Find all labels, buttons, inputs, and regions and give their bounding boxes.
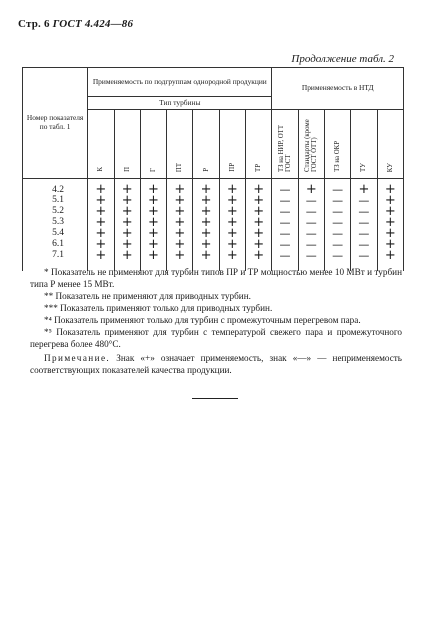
not-applicable-mark: — (324, 239, 350, 250)
footnotes (30, 266, 402, 350)
turbine-type-col-3 (167, 110, 193, 179)
applicable-mark: + (167, 217, 193, 228)
applicable-mark: + (140, 228, 166, 239)
turbine-type-col-0 (88, 110, 114, 179)
table-body (23, 178, 404, 271)
not-applicable-mark: — (298, 239, 324, 250)
applicable-mark: + (88, 206, 114, 217)
applicable-mark: + (377, 178, 403, 195)
turbine-type-col-1 (114, 110, 140, 179)
not-applicable-mark: — (324, 228, 350, 239)
ntd-col-2 (324, 110, 350, 179)
footnote-1: * Показатель не применяют для турбин типов ПР и ТР мощностью менее 10 МВт и турбин типа Р менее 15 МВт. (30, 267, 402, 289)
applicable-mark: + (219, 178, 245, 195)
applicable-mark: + (219, 217, 245, 228)
not-applicable-mark: — (351, 239, 377, 250)
applicable-mark: + (246, 217, 272, 228)
applicable-mark: + (88, 195, 114, 206)
indicator-number: 4.2 (23, 178, 88, 195)
turbine-type-label: П (123, 167, 131, 172)
applicable-mark: + (167, 250, 193, 271)
applicable-mark: + (88, 178, 114, 195)
page-number: Стр. 6 (18, 18, 50, 30)
not-applicable-mark: — (351, 195, 377, 206)
not-applicable-mark: — (272, 250, 298, 271)
applicable-mark: + (193, 250, 219, 271)
applicable-mark: + (167, 228, 193, 239)
not-applicable-mark: — (298, 228, 324, 239)
applicable-mark: + (219, 239, 245, 250)
applicable-mark: + (193, 195, 219, 206)
applicable-mark: + (219, 195, 245, 206)
applicable-mark: + (219, 250, 245, 271)
footnote-2: ** Показатель не применяют для приводных турбин. (44, 291, 251, 301)
turbine-type-header: Тип турбины (88, 97, 272, 110)
applicable-mark: + (377, 195, 403, 206)
applicable-mark: + (114, 250, 140, 271)
turbine-type-label: ПР (228, 163, 236, 172)
applicable-mark: + (377, 239, 403, 250)
note-label: Примечание. (44, 353, 111, 363)
table-row (23, 178, 404, 195)
applicable-mark: + (167, 195, 193, 206)
not-applicable-mark: — (298, 250, 324, 271)
table-row (23, 239, 404, 250)
applicable-mark: + (114, 206, 140, 217)
applicable-mark: + (246, 228, 272, 239)
not-applicable-mark: — (272, 195, 298, 206)
applicable-mark: + (246, 178, 272, 195)
ntd-col-4 (377, 110, 403, 179)
not-applicable-mark: — (298, 217, 324, 228)
indicator-number: 6.1 (23, 239, 88, 250)
applicability-table (22, 67, 404, 271)
ntd-col-3 (351, 110, 377, 179)
note-paragraph (30, 352, 402, 376)
not-applicable-mark: — (272, 217, 298, 228)
not-applicable-mark: — (324, 195, 350, 206)
standard-code: ГОСТ 4.424—86 (52, 18, 134, 30)
not-applicable-mark: — (298, 206, 324, 217)
applicable-mark: + (140, 250, 166, 271)
applicable-mark: + (88, 239, 114, 250)
applicable-mark: + (377, 228, 403, 239)
turbine-type-label: Г (149, 168, 157, 172)
table-row (23, 228, 404, 239)
table-continuation-label (291, 53, 394, 65)
not-applicable-mark: — (324, 178, 350, 195)
applicable-mark: + (114, 195, 140, 206)
applicable-mark: + (246, 206, 272, 217)
indicator-number: 7.1 (23, 250, 88, 271)
applicable-mark: + (351, 178, 377, 195)
footnote-3: *** Показатель применяют только для приводных турбин. (44, 303, 273, 313)
applicable-mark: + (219, 228, 245, 239)
turbine-type-col-2 (140, 110, 166, 179)
table-row (23, 206, 404, 217)
table-row (23, 195, 404, 206)
not-applicable-mark: — (324, 217, 350, 228)
footnote-4: *⁴ Показатель применяют только для турбин с промежуточным перегревом пара. (44, 315, 361, 325)
not-applicable-mark: — (324, 250, 350, 271)
applicable-mark: + (193, 178, 219, 195)
applicable-mark: + (114, 178, 140, 195)
not-applicable-mark: — (272, 178, 298, 195)
not-applicable-mark: — (351, 228, 377, 239)
applicable-mark: + (298, 178, 324, 195)
applicable-mark: + (246, 195, 272, 206)
footnote-5: *⁵ Показатель применяют для турбин с температурой свежего пара и промежуточного перегрева более 480°С. (30, 327, 402, 349)
indicator-number-header: Номер показателя по табл. 1 (23, 68, 88, 179)
applicable-mark: + (140, 239, 166, 250)
table-row (23, 217, 404, 228)
continuation-text: Продолжение табл. 2 (291, 53, 394, 65)
ntd-column-label: ТЗ на ОКР (334, 141, 342, 172)
turbine-type-label: ПТ (176, 162, 184, 172)
ntd-column-label: ТЗ на НИР, ОТТ ГОСТ (277, 125, 292, 172)
ntd-col-0 (272, 110, 298, 179)
applicable-mark: + (193, 239, 219, 250)
not-applicable-mark: — (324, 206, 350, 217)
applicable-mark: + (140, 217, 166, 228)
subgroup-applicability-header: Применяемость по подгруппам однородной продукции (88, 68, 272, 97)
applicable-mark: + (193, 228, 219, 239)
not-applicable-mark: — (272, 206, 298, 217)
indicator-number: 5.1 (23, 195, 88, 206)
applicable-mark: + (140, 206, 166, 217)
indicator-number: 5.4 (23, 228, 88, 239)
turbine-type-label: ТР (255, 164, 263, 172)
not-applicable-mark: — (272, 239, 298, 250)
applicable-mark: + (246, 239, 272, 250)
ntd-column-label: Стандарты (кроме ГОСТ ОТТ) (304, 119, 319, 172)
ntd-column-label: КУ (386, 162, 394, 172)
applicable-mark: + (88, 228, 114, 239)
applicable-mark: + (193, 217, 219, 228)
applicable-mark: + (193, 206, 219, 217)
not-applicable-mark: — (351, 217, 377, 228)
turbine-type-label: К (97, 167, 105, 172)
applicable-mark: + (167, 206, 193, 217)
note-text: Знак «+» означает применяемость, знак «—» — неприменяемость соответствующих показателей качества продукции. (30, 353, 402, 375)
applicable-mark: + (167, 239, 193, 250)
applicable-mark: + (246, 250, 272, 271)
indicator-number: 5.3 (23, 217, 88, 228)
end-rule (192, 398, 238, 399)
applicable-mark: + (377, 217, 403, 228)
applicable-mark: + (167, 178, 193, 195)
ntd-col-1 (298, 110, 324, 179)
applicable-mark: + (114, 228, 140, 239)
not-applicable-mark: — (298, 195, 324, 206)
turbine-type-col-6 (246, 110, 272, 179)
applicable-mark: + (219, 206, 245, 217)
turbine-type-col-4 (193, 110, 219, 179)
not-applicable-mark: — (272, 228, 298, 239)
applicability-table-wrapper (22, 67, 404, 271)
applicable-mark: + (114, 239, 140, 250)
not-applicable-mark: — (351, 250, 377, 271)
applicable-mark: + (377, 206, 403, 217)
applicable-mark: + (88, 217, 114, 228)
applicable-mark: + (140, 195, 166, 206)
ntd-column-label: ТУ (360, 163, 368, 172)
applicable-mark: + (88, 250, 114, 271)
ntd-applicability-header: Применяемость в НТД (272, 68, 404, 110)
applicable-mark: + (377, 250, 403, 271)
indicator-number: 5.2 (23, 206, 88, 217)
applicable-mark: + (140, 178, 166, 195)
page-header (18, 18, 133, 30)
applicable-mark: + (114, 217, 140, 228)
turbine-type-col-5 (219, 110, 245, 179)
not-applicable-mark: — (351, 206, 377, 217)
turbine-type-label: Р (202, 168, 210, 172)
